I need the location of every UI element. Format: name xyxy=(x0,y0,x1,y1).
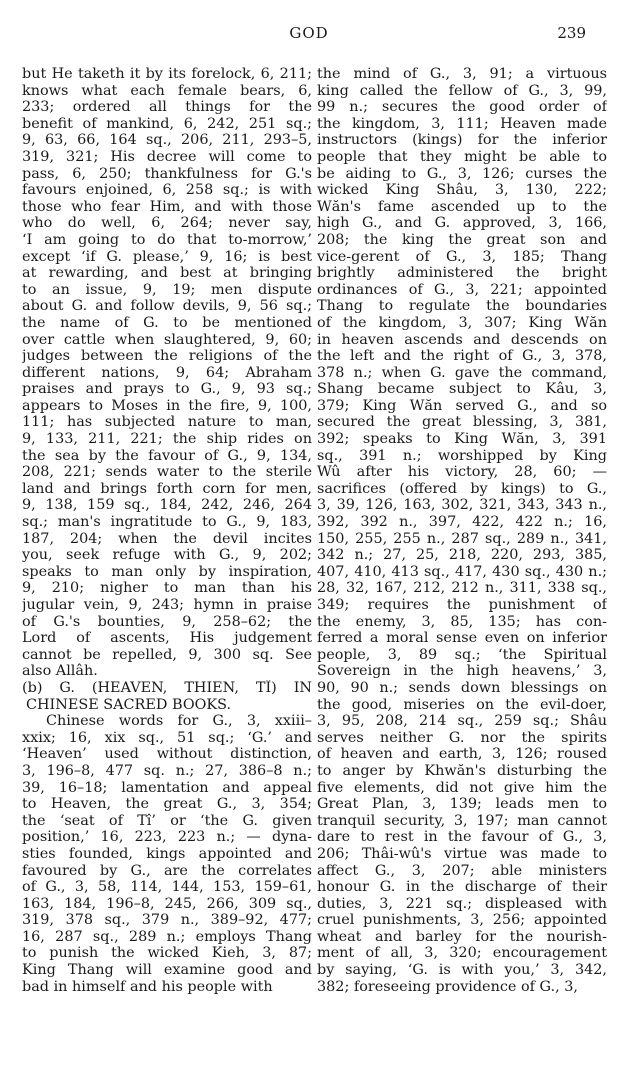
text-line: to punish the wicked Kieh, 3, 87; xyxy=(22,945,312,962)
text-line: to an issue, 9, 19; men dispute xyxy=(22,281,312,298)
text-line: ordinances of G., 3, 221; appointed xyxy=(317,281,607,298)
text-line: Thang to regulate the boundaries xyxy=(317,298,607,315)
text-line: 16, 287 sq., 289 n.; employs Thang xyxy=(22,928,312,945)
text-line: secured the great blessing, 3, 381, xyxy=(317,414,607,431)
text-line: 187, 204; when the devil incites xyxy=(22,530,312,547)
text-line: 392; speaks to King Wăn, 3, 391 xyxy=(317,431,607,448)
text-line: 349; requires the punishment of xyxy=(317,597,607,613)
text-line: also Allâh. xyxy=(22,663,98,680)
left-text-column xyxy=(22,66,312,995)
text-line: instructors (kings) for the inferior xyxy=(317,132,607,149)
text-line: speaks to man only by inspiration, xyxy=(22,563,312,580)
text-line: xxix; 16, xix sq., 51 sq.; ‘G.’ and xyxy=(22,729,312,746)
text-line: the sea by the favour of G., 9, 134, xyxy=(22,447,312,464)
text-line: of G.'s bounties, 9, 258–62; the xyxy=(22,613,312,630)
text-line: 342 n.; 27, 25, 218, 220, 293, 385, xyxy=(317,547,607,564)
text-line: wicked King Shâu, 3, 130, 222; xyxy=(317,182,607,199)
text-line: 99 n.; secures the good order of xyxy=(317,99,607,116)
running-head: GOD xyxy=(289,24,329,42)
text-line: 28, 32, 167, 212, 212 n., 311, 338 sq., xyxy=(317,580,607,597)
text-line: to Heaven, the great G., 3, 354; xyxy=(22,796,312,813)
text-line: those who fear Him, and with those xyxy=(22,198,312,215)
text-line: 111; has subjected nature to man, xyxy=(22,414,312,431)
text-line: duties, 3, 221 sq.; displeased with xyxy=(317,895,607,912)
text-line: king called the fellow of G., 3, 99, xyxy=(317,82,607,99)
text-line: 3, 95, 208, 214 sq., 259 sq.; Shâu xyxy=(317,713,607,730)
text-line: but He taketh it by its forelock, 6, 211; xyxy=(22,66,312,82)
text-line: the enemy, 3, 85, 135; has con- xyxy=(317,613,607,630)
text-line: wheat and barley for the nourish- xyxy=(317,928,607,945)
text-line: 3, 39, 126, 163, 302, 321, 343, 343 n., xyxy=(317,497,607,514)
text-line: 379; King Wăn served G., and so xyxy=(317,397,607,414)
text-line: 407, 410, 413 sq., 417, 430 sq., 430 n.; xyxy=(317,563,607,580)
text-line: Sovereign in the high heavens,’ 3, xyxy=(317,663,607,680)
text-line: cruel punishments, 3, 256; appointed xyxy=(317,912,607,929)
text-line: ‘Heaven’ used without distinction, xyxy=(22,746,312,763)
text-line: the name of G. to be mentioned xyxy=(22,314,312,331)
text-line: the mind of G., 3, 91; a virtuous xyxy=(317,66,607,82)
text-line: 208; the king the great son and xyxy=(317,231,607,248)
text-line: jugular vein, 9, 243; hymn in praise xyxy=(22,597,312,613)
text-line: except ‘if G. please,’ 9, 16; is best xyxy=(22,248,312,265)
text-line: about G. and follow devils, 9, 56 sq.; xyxy=(22,298,312,315)
text-line: sq.; man's ingratitude to G., 9, 183, xyxy=(22,514,312,531)
text-line: 9, 133, 211, 221; the ship rides on xyxy=(22,431,312,448)
page-number: 239 xyxy=(557,24,586,42)
text-line: praises and prays to G., 9, 93 sq.; xyxy=(22,381,312,398)
text-line: 319, 378 sq., 379 n., 389–92, 477; xyxy=(22,912,312,929)
text-line: at rewarding, and best at bringing xyxy=(22,265,312,282)
text-line: people that they might be able to xyxy=(317,148,607,165)
text-line: 150, 255, 255 n., 287 sq., 289 n., 341, xyxy=(317,530,607,547)
text-line: 378 n.; when G. gave the command, xyxy=(317,364,607,381)
text-line: sq., 391 n.; worshipped by King xyxy=(317,447,607,464)
text-line: position,’ 16, 223, 223 n.; — dyna- xyxy=(22,829,312,846)
text-line: 392, 392 n., 397, 422, 422 n.; 16, xyxy=(317,514,607,531)
text-line: favours enjoined, 6, 258 sq.; is with xyxy=(22,182,312,199)
text-line: Lord of ascents, His judgement xyxy=(22,630,312,647)
text-line: five elements, did not give him the xyxy=(317,779,607,796)
text-line: by saying, ‘G. is with you,’ 3, 342, xyxy=(317,962,607,979)
page-header xyxy=(0,24,618,48)
text-line: 39, 16–18; lamentation and appeal xyxy=(22,779,312,796)
text-line: you, seek refuge with G., 9, 202; xyxy=(22,547,312,564)
text-line: benefit of mankind, 6, 242, 251 sq.; xyxy=(22,115,312,132)
text-line: dare to rest in the favour of G., 3, xyxy=(317,829,607,846)
text-line: of heaven and earth, 3, 126; roused xyxy=(317,746,607,763)
text-line: 90, 90 n.; sends down blessings on xyxy=(317,679,607,696)
text-line: pass, 6, 250; thankfulness for G.'s xyxy=(22,165,312,182)
text-line: people, 3, 89 sq.; ‘the Spiritual xyxy=(317,646,607,663)
text-line: of the kingdom, 3, 307; King Wăn xyxy=(317,314,607,331)
text-line: judges between the religions of the xyxy=(22,348,312,365)
text-line: 382; foreseeing providence of G., 3, xyxy=(317,978,578,995)
text-line: sacrifices (offered by kings) to G., xyxy=(317,480,607,497)
text-line: 9, 138, 159 sq., 184, 242, 246, 264 xyxy=(22,497,312,514)
text-line: Chinese words for G., 3, xxiii– xyxy=(46,713,312,730)
text-line: land and brings forth corn for men, xyxy=(22,480,312,497)
text-line: the ‘seat of Tî’ or ‘the G. given xyxy=(22,812,312,829)
text-line: 206; Thâi-wû's virtue was made to xyxy=(317,845,607,862)
text-line: Great Plan, 3, 139; leads men to xyxy=(317,796,607,813)
text-line: 9, 63, 66, 164 sq., 206, 211, 293–5, xyxy=(22,132,312,149)
text-line: the kingdom, 3, 111; Heaven made xyxy=(317,115,607,132)
text-line: affect G., 3, 207; able ministers xyxy=(317,862,607,879)
text-line: King Thang will examine good and xyxy=(22,962,312,979)
text-line: ment of all, 3, 320; encouragement xyxy=(317,945,607,962)
text-line: bad in himself and his people with xyxy=(22,978,273,995)
text-line: brightly administered the bright xyxy=(317,265,607,282)
text-line: serves neither G. nor the spirits xyxy=(317,729,607,746)
text-line: 233; ordered all things for the xyxy=(22,99,312,116)
text-line: Shang became subject to Kâu, 3, xyxy=(317,381,607,398)
text-line: ferred a moral sense even on inferior xyxy=(317,630,607,647)
text-line: over cattle when slaughtered, 9, 60; xyxy=(22,331,312,348)
text-line: cannot be repelled, 9, 300 sq. See xyxy=(22,646,312,663)
text-line: favoured by G., are the correlates xyxy=(22,862,312,879)
text-line: be aiding to G., 3, 126; curses the xyxy=(317,165,607,182)
text-line: 208, 221; sends water to the sterile xyxy=(22,464,312,481)
text-line: 3, 196–8, 477 sq. n.; 27, 386–8 n.; xyxy=(22,762,312,779)
text-line: in heaven ascends and descends on xyxy=(317,331,607,348)
text-line: 319, 321; His decree will come to xyxy=(22,148,312,165)
text-line: vice-gerent of G., 3, 185; Thang xyxy=(317,248,607,265)
text-line: the good, miseries on the evil-doer, xyxy=(317,696,607,713)
text-line: sties founded, kings appointed and xyxy=(22,845,312,862)
text-line: Wăn's fame ascended up to the xyxy=(317,198,607,215)
text-line: CHINESE SACRED BOOKS. xyxy=(26,696,232,713)
text-line: Wû after his victory, 28, 60; — xyxy=(317,464,607,481)
text-line: (b) G. (HEAVEN, THIEN, TÎ) IN xyxy=(22,679,312,696)
text-line: 163, 184, 196–8, 245, 266, 309 sq., xyxy=(22,895,312,912)
text-line: different nations, 9, 64; Abraham xyxy=(22,364,312,381)
text-line: the left and the right of G., 3, 378, xyxy=(317,348,607,365)
text-line: knows what each female bears, 6, xyxy=(22,82,312,99)
text-line: appears to Moses in the fire, 9, 100, xyxy=(22,397,312,414)
text-line: to anger by Khwăn's disturbing the xyxy=(317,762,607,779)
text-line: 9, 210; nigher to man than his xyxy=(22,580,312,597)
text-line: of G., 3, 58, 114, 144, 153, 159–61, xyxy=(22,879,312,896)
text-line: tranquil security, 3, 197; man cannot xyxy=(317,812,607,829)
text-line: high G., and G. approved, 3, 166, xyxy=(317,215,607,232)
text-line: honour G. in the discharge of their xyxy=(317,879,607,896)
text-line: who do well, 6, 264; never say, xyxy=(22,215,312,232)
text-line: ‘I am going to do that to-morrow,’ xyxy=(22,231,312,248)
right-text-column xyxy=(317,66,607,995)
